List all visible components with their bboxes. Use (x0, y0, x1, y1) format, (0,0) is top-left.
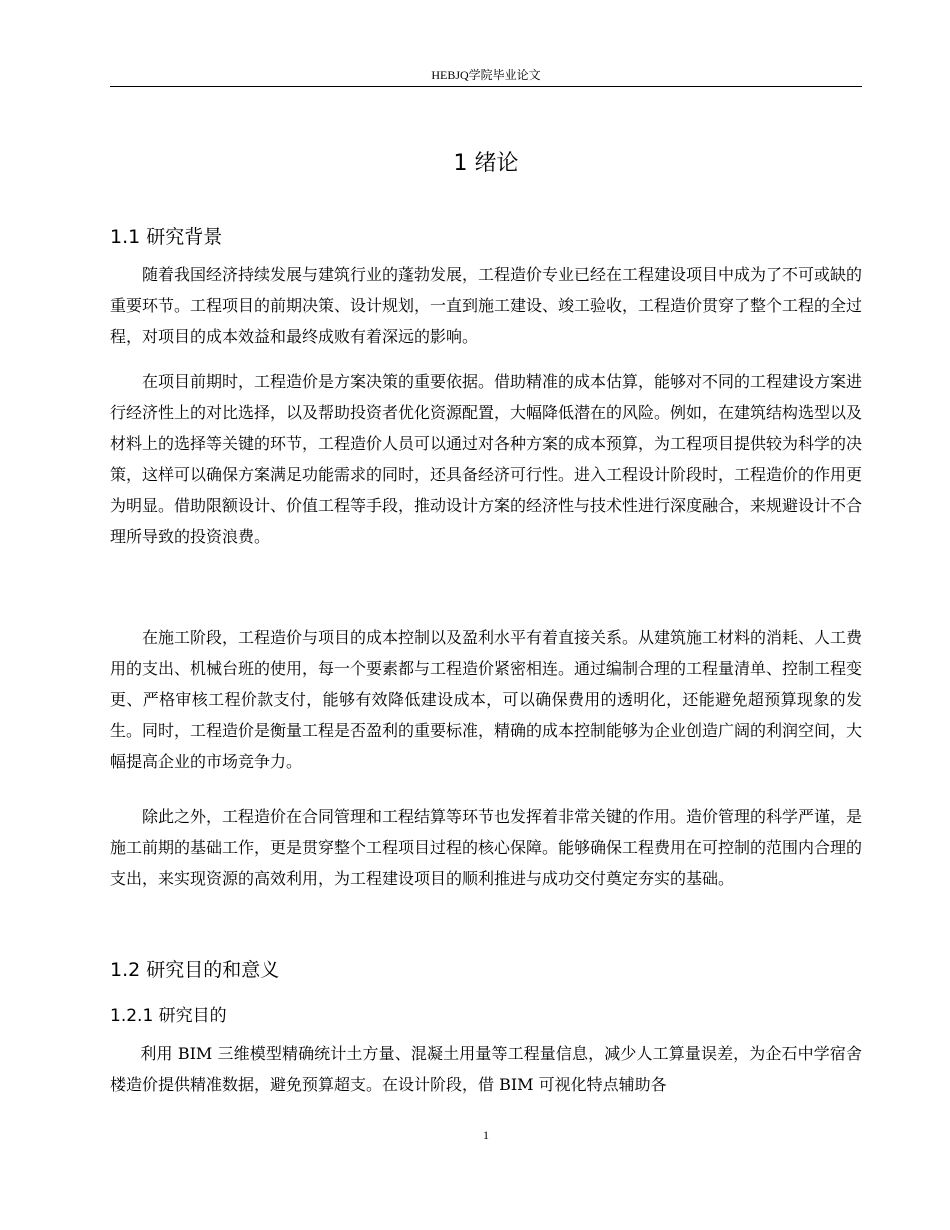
header-rule (110, 86, 862, 87)
section-heading-1-1: 1.1 研究背景 (110, 226, 223, 248)
chapter-title: 1 绪论 (453, 151, 519, 176)
paragraph-2: 在项目前期时，工程造价是方案决策的重要依据。借助精准的成本估算，能够对不同的工程建设方案进行经济性上的对比选择，以及帮助投资者优化资源配置，大幅降低潜在的风险。例如，在建筑结构选型以及材料上的选择等关键的环节，工程造价人员可以通过对各种方案的成本预算，为工程项目提供较为科学的决策，这样可以确保方案满足功能需求的同时，还具备经济可行性。进入工程设计阶段时，工程造价的作用更为明显。借助限额设计、价值工程等手段，推动设计方案的经济性与技术性进行深度融合，来规避设计不合理所导致的投资浪费。 (110, 372, 863, 546)
paragraph-3: 在施工阶段，工程造价与项目的成本控制以及盈利水平有着直接关系。从建筑施工材料的消耗、人工费用的支出、机械台班的使用，每一个要素都与工程造价紧密相连。通过编制合理的工程量清单、控制工程变更、严格审核工程价款支付，能够有效降低建设成本，可以确保费用的透明化，还能避免超预算现象的发生。同时，工程造价是衡量工程是否盈利的重要标准，精确的成本控制能够为企业创造广阔的利润空间，大幅提高企业的市场竞争力。 (110, 628, 863, 771)
page-number: 1 (483, 1128, 489, 1142)
paragraph-1: 随着我国经济持续发展与建筑行业的蓬勃发展，工程造价专业已经在工程建设项目中成为了不可或缺的重要环节。工程项目的前期决策、设计规划，一直到施工建设、竣工验收，工程造价贯穿了整个工程的全过程，对项目的成本效益和最终成败有着深远的影响。 (110, 265, 863, 346)
paragraph-5: 利用 BIM 三维模型精确统计土方量、混凝土用量等工程量信息，减少人工算量误差，为企石中学宿舍楼造价提供精准数据，避免预算超支。在设计阶段，借 BIM 可视化特点辅助各 (110, 1044, 862, 1094)
paragraph-4: 除此之外，工程造价在合同管理和工程结算等环节也发挥着非常关键的作用。造价管理的科学严谨，是施工前期的基础工作，更是贯穿整个工程项目过程的核心保障。能够确保工程费用在可控制的范围内合理的支出，来实现资源的高效利用，为工程建设项目的顺利推进与成功交付奠定夯实的基础。 (110, 807, 863, 888)
page-header: HEBJQ学院毕业论文 (431, 68, 541, 82)
subsection-heading-1-2-1: 1.2.1 研究目的 (110, 1006, 227, 1026)
section-heading-1-2: 1.2 研究目的和意义 (110, 959, 280, 981)
